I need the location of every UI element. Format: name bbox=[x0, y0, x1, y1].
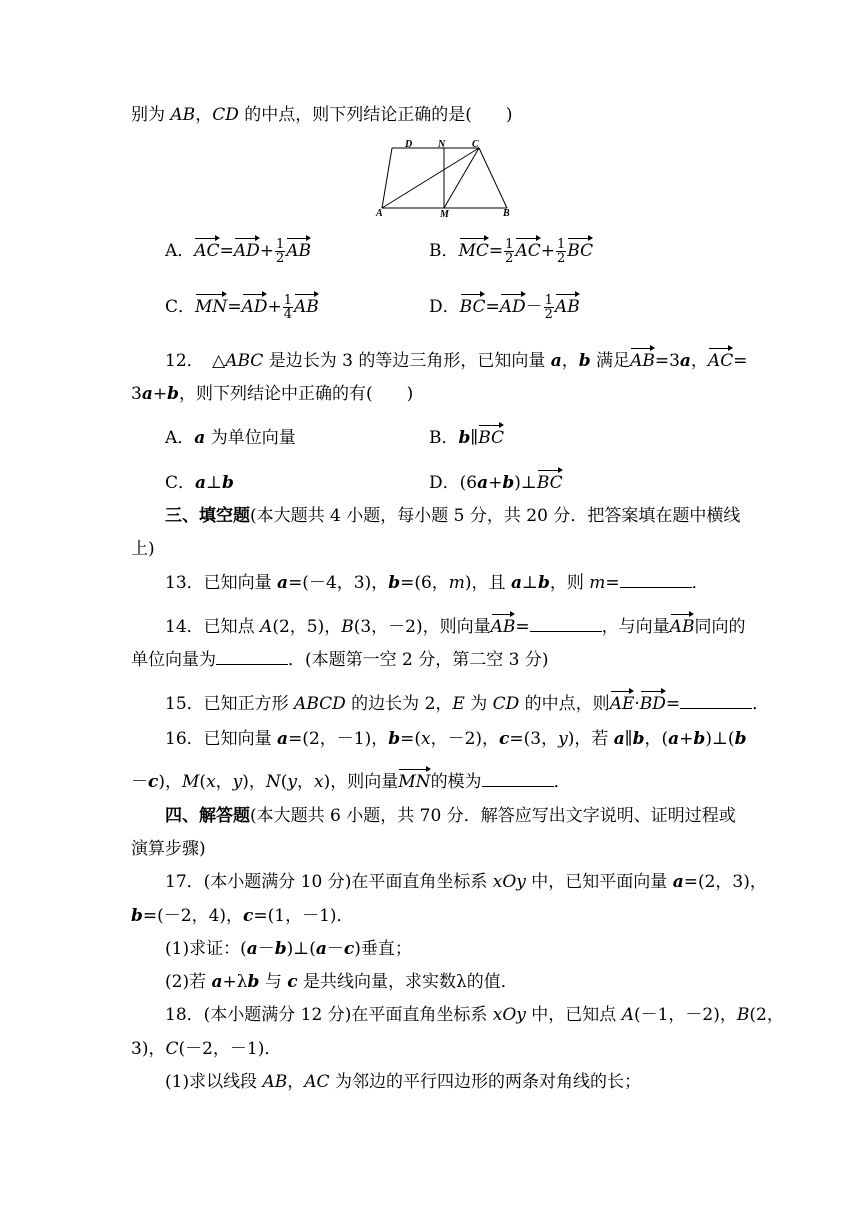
fraction: $\frac{1}{2}$ bbox=[276, 237, 285, 266]
label-d: D bbox=[405, 139, 413, 150]
q12-option-d: D．(6a+b)⊥BC bbox=[429, 473, 563, 493]
q18-part1: (1)求以线段 AB，AC 为邻边的平行四边形的两条对角线的长； bbox=[165, 1072, 641, 1092]
answer-blank bbox=[216, 650, 288, 665]
q12-line1: 12． △ABC 是边长为 3 的等边三角形，已知向量 a，b 满足AB=3a，AC= bbox=[165, 351, 748, 371]
q16-line1: 16．已知向量 a=(2，－1)，b=(x，－2)，c=(3，y)，若 a∥b，(a+b)⊥(b bbox=[165, 729, 747, 749]
q18-line1: 18．(本小题满分 12 分)在平面直角坐标系 xOy 中，已知点 A(－1，－2)，B(2， bbox=[165, 1005, 784, 1025]
answer-blank bbox=[620, 573, 692, 588]
answer-blank bbox=[680, 694, 752, 709]
q17-part2: (2)若 a+λb 与 c 是共线向量，求实数λ的值． bbox=[165, 972, 518, 992]
q14-line2: 单位向量为 ．(本题第一空 2 分，第二空 3 分) bbox=[131, 650, 549, 670]
q18-line2: 3)，C(－2，－1)． bbox=[131, 1039, 282, 1059]
section4-heading-cont: 演算步骤) bbox=[131, 839, 206, 859]
q11-option-a: A．AC=AD+ $\frac{1}{2}$ AB bbox=[165, 237, 312, 266]
label-b: B bbox=[503, 208, 510, 219]
q12-option-c: C．a⊥b bbox=[165, 473, 234, 493]
fraction: $\frac{1}{2}$ bbox=[557, 237, 566, 266]
q12-option-b: B．b∥BC bbox=[429, 428, 505, 448]
q12-option-a: A．a 为单位向量 bbox=[165, 428, 296, 448]
fraction: $\frac{1}{2}$ bbox=[544, 293, 553, 322]
q17-line1: 17．(本小题满分 10 分)在平面直角坐标系 xOy 中，已知平面向量 a=(2，3)， bbox=[165, 872, 767, 892]
section4-heading: 四、解答题(本大题共 6 小题，共 70 分．解答应写出文字说明、证明过程或 bbox=[165, 806, 736, 826]
label-n: N bbox=[438, 139, 446, 150]
q17-line2: b=(－2，4)，c=(1，－1)． bbox=[131, 906, 354, 926]
trapezoid-figure bbox=[372, 136, 522, 220]
intro-line: 别为 AB，CD 的中点，则下列结论正确的是( ) bbox=[131, 105, 513, 125]
label-m: M bbox=[440, 209, 449, 220]
q17-part1: (1)求证：(a－b)⊥(a－c)垂直； bbox=[165, 939, 412, 959]
fraction: $\frac{1}{4}$ bbox=[283, 293, 293, 322]
label-a: A bbox=[376, 208, 383, 219]
q11-option-d: D．BC=AD－ $\frac{1}{2}$ AB bbox=[429, 293, 580, 322]
q16-line2: －c)，M(x，y)，N(y，x)，则向量MN的模为 ． bbox=[131, 772, 571, 792]
label-c: C bbox=[472, 139, 479, 150]
answer-blank bbox=[530, 617, 602, 632]
q11-option-c: C．MN=AD+ $\frac{1}{4}$ AB bbox=[165, 293, 319, 322]
fraction: $\frac{1}{2}$ bbox=[505, 237, 514, 266]
q15: 15．已知正方形 ABCD 的边长为 2，E 为 CD 的中点，则AE·BD= ． bbox=[165, 694, 770, 714]
section3-heading-cont: 上) bbox=[131, 539, 155, 559]
q13: 13．已知向量 a=(－4，3)，b=(6，m)，且 a⊥b，则 m= ． bbox=[165, 573, 709, 593]
q12-line2: 3a+b，则下列结论中正确的有( ) bbox=[131, 384, 414, 404]
q11-option-b: B．MC= $\frac{1}{2}$ AC+ $\frac{1}{2}$ BC bbox=[429, 237, 594, 266]
q14-line1: 14．已知点 A(2，5)，B(3，－2)，则向量AB= ，与向量AB同向的 bbox=[165, 617, 746, 637]
answer-blank bbox=[482, 772, 554, 787]
section3-heading: 三、填空题(本大题共 4 小题，每小题 5 分，共 20 分．把答案填在题中横线 bbox=[165, 506, 741, 526]
